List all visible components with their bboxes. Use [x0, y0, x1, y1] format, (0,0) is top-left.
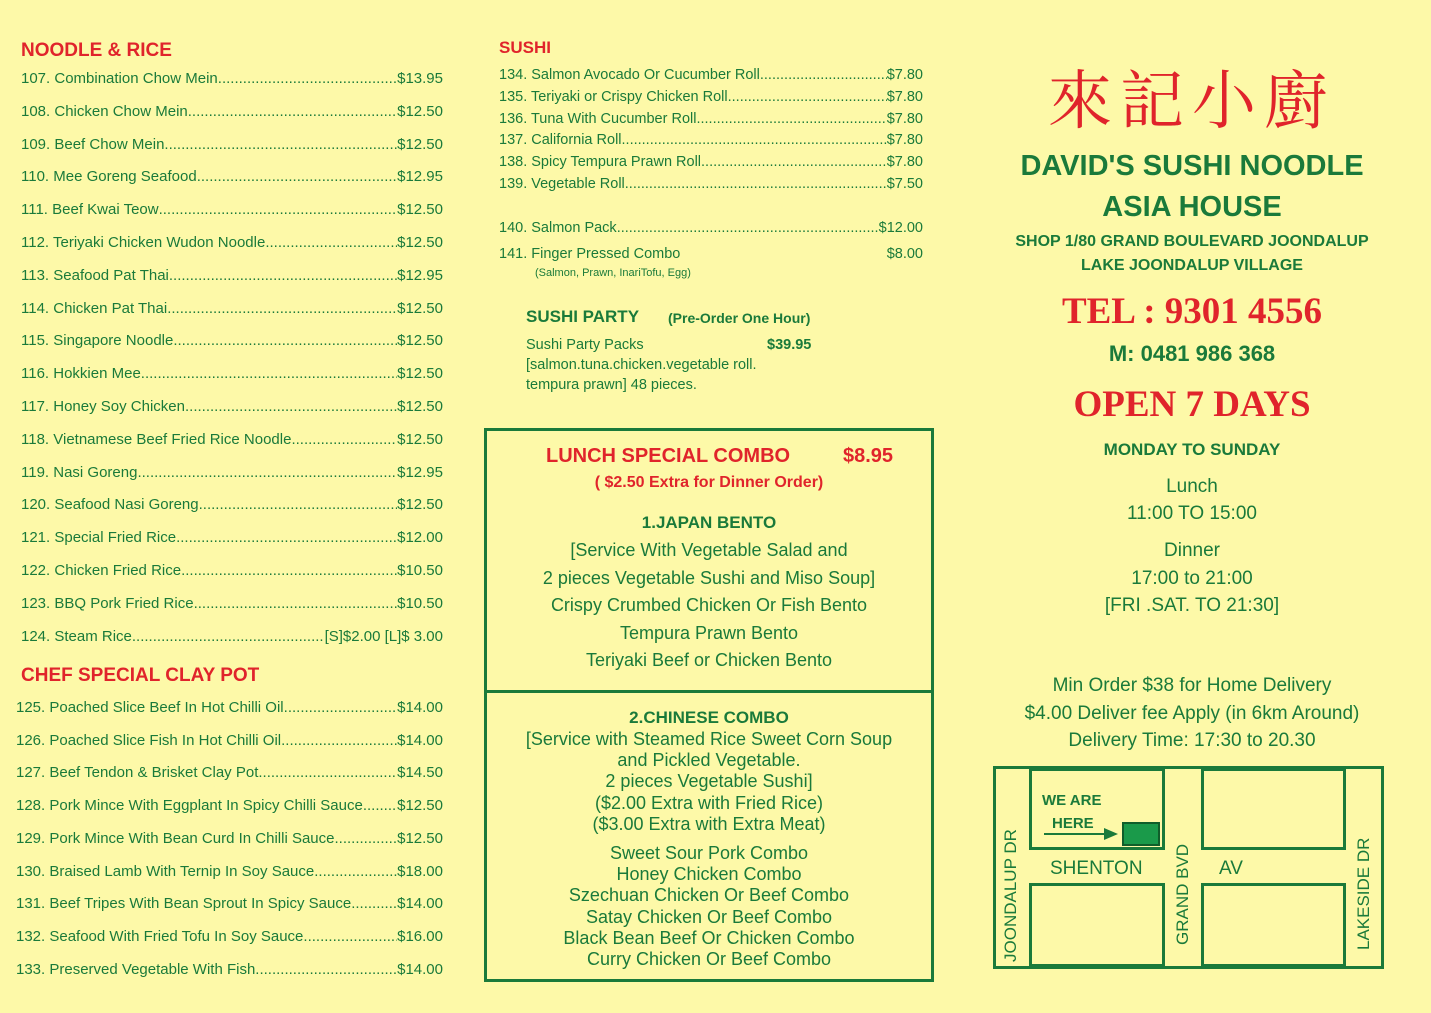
- noodle-item-name: 124. Steam Rice: [21, 627, 132, 645]
- sushi-party-desc-2: tempura prawn] 48 pieces.: [526, 377, 697, 393]
- noodle-item-row: [21, 595, 443, 612]
- sushi-item-name: 135. Teriyaki or Crispy Chicken Roll: [499, 88, 728, 105]
- sushi-item-price: $7.80: [886, 67, 923, 83]
- sushi-item-leader-dots: [625, 176, 887, 192]
- clay-pot-item-row: [16, 797, 443, 814]
- finger-combo-price: $8.00: [886, 246, 923, 262]
- noodle-item-name: 107. Combination Chow Mein: [21, 70, 218, 87]
- noodle-item-row: [21, 267, 443, 284]
- japan-bento-title: 1.JAPAN BENTO: [641, 513, 777, 532]
- noodle-item-name: 122. Chicken Fried Rice: [21, 562, 182, 579]
- noodle-item-price: $10.50: [397, 594, 443, 612]
- noodle-item-leader-dots: [265, 234, 397, 251]
- sushi-party-title: SUSHI PARTY: [526, 307, 640, 326]
- noodle-item-row: [21, 300, 443, 317]
- noodle-item-row: [21, 431, 443, 448]
- open-days: OPEN 7 DAYS: [1073, 384, 1311, 425]
- map-here-label: HERE: [1052, 815, 1094, 832]
- noodle-item-leader-dots: [141, 365, 397, 382]
- clay-pot-item-name: 133. Preserved Vegetable With Fish: [16, 960, 256, 978]
- clay-pot-item-name: 127. Beef Tendon & Brisket Clay Pot: [16, 764, 259, 782]
- clay-pot-item-name: 125. Poached Slice Beef In Hot Chilli Oil: [16, 699, 284, 716]
- clay-pot-item-row: [16, 863, 443, 880]
- noodle-item-row: [21, 70, 443, 87]
- lunch-special-extra: ( $2.50 Extra for Dinner Order): [594, 474, 824, 491]
- sushi-item-name: 136. Tuna With Cucumber Roll: [499, 110, 697, 127]
- chinese-combo-item: Szechuan Chicken Or Beef Combo: [568, 885, 850, 906]
- noodle-item-name: 108. Chicken Chow Mein: [21, 102, 188, 120]
- japan-bento-line: Teriyaki Beef or Chicken Bento: [585, 650, 833, 670]
- sushi-item-row: [499, 154, 923, 170]
- clay-pot-item-name: 131. Beef Tripes With Bean Sprout In Spicy Sauce: [16, 895, 352, 913]
- clay-pot-item-leader-dots: [284, 699, 397, 716]
- clay-pot-item-leader-dots: [334, 830, 397, 847]
- shop-name-line-2: ASIA HOUSE: [1102, 191, 1282, 223]
- noodle-item-price: $12.50: [397, 496, 443, 514]
- noodle-item-price: $12.50: [397, 398, 443, 415]
- noodle-item-name: 121. Special Fried Rice: [21, 529, 177, 547]
- sushi-item-name: 139. Vegetable Roll: [499, 176, 625, 192]
- noodle-item-price: $12.95: [397, 266, 443, 284]
- noodle-item-row: [21, 201, 443, 218]
- sushi-item-name: 137. California Roll: [499, 132, 622, 149]
- clay-pot-item-price: $12.50: [397, 829, 443, 847]
- noodle-item-leader-dots: [185, 398, 397, 415]
- noodle-item-row: [21, 398, 443, 415]
- sushi-title: SUSHI: [499, 38, 551, 57]
- map-lakeside-dr-label: LAKESIDE DR: [1354, 837, 1373, 950]
- clay-pot-item-price: $14.00: [397, 960, 443, 978]
- sushi-item-row: [499, 67, 923, 83]
- clay-pot-item-leader-dots: [258, 764, 397, 781]
- sushi-item-price: $7.80: [886, 154, 923, 171]
- noodle-item-row: [21, 464, 443, 481]
- noodle-item-row: [21, 136, 443, 153]
- noodle-item-name: 119. Nasi Goreng: [21, 463, 138, 481]
- clay-pot-item-row: [16, 961, 443, 978]
- clay-pot-item-row: [16, 895, 443, 912]
- dinner-label: Dinner: [1164, 540, 1220, 561]
- noodle-item-leader-dots: [173, 332, 397, 349]
- clay-pot-item-row: [16, 764, 443, 781]
- japan-bento-line: [Service With Vegetable Salad and: [570, 540, 848, 560]
- noodle-item-row: [21, 496, 443, 513]
- shop-name-line-1: DAVID'S SUSHI NOODLE: [1020, 150, 1364, 182]
- lunch-time: 11:00 TO 15:00: [1127, 503, 1257, 524]
- chinese-combo-item: Curry Chicken Or Beef Combo: [586, 949, 832, 969]
- noodle-item-price: $13.95: [397, 70, 443, 87]
- sushi-party-label: Sushi Party Packs: [526, 337, 644, 353]
- clay-pot-item-row: [16, 830, 443, 847]
- chinese-combo-item: Black Bean Beef Or Chicken Combo: [563, 927, 855, 948]
- noodle-item-name: 110. Mee Goreng Seafood: [21, 168, 197, 186]
- noodle-item-price: $12.50: [397, 365, 443, 383]
- noodle-item-name: 113. Seafood Pat Thai: [21, 266, 169, 284]
- noodle-item-name: 112. Teriyaki Chicken Wudon Noodle: [21, 234, 266, 251]
- lunch-special-price: $8.95: [843, 445, 894, 467]
- noodle-item-price: $12.95: [397, 463, 443, 481]
- clay-pot-item-price: $14.00: [397, 895, 443, 913]
- map-grand-bvd-label: GRAND BVD: [1173, 843, 1192, 945]
- shop-location-marker: [1122, 822, 1160, 846]
- clay-pot-item-name: 130. Braised Lamb With Ternip In Soy Sauce: [16, 862, 315, 880]
- noodle-item-leader-dots: [181, 562, 397, 579]
- clay-pot-item-name: 128. Pork Mince With Eggplant In Spicy Chilli Sauce: [16, 797, 363, 815]
- noodle-item-price: $12.50: [397, 102, 443, 120]
- chinese-combo-item: Sweet Sour Pork Combo: [609, 843, 809, 863]
- noodle-item-leader-dots: [164, 136, 397, 153]
- noodle-item-row: [21, 628, 443, 645]
- sushi-item-price: $7.50: [886, 176, 923, 192]
- map-shenton-label: SHENTON: [1050, 858, 1143, 879]
- map-block-top-right: [1201, 768, 1346, 850]
- noodle-item-name: 114. Chicken Pat Thai: [21, 299, 168, 317]
- clay-pot-item-name: 132. Seafood With Fried Tofu In Soy Sauce: [16, 927, 304, 945]
- sushi-pack-name: 140. Salmon Pack: [499, 220, 617, 236]
- sushi-item-price: $7.80: [886, 110, 923, 127]
- noodle-item-leader-dots: [167, 300, 397, 317]
- noodle-item-price: $12.50: [397, 430, 443, 448]
- sushi-party-price: $39.95: [767, 337, 812, 353]
- noodle-item-row: [21, 562, 443, 579]
- clay-pot-item-name: 129. Pork Mince With Bean Curd In Chilli Sauce: [16, 829, 335, 847]
- sushi-pack-price: $12.00: [878, 220, 923, 236]
- noodle-item-price: $12.50: [397, 332, 443, 350]
- chinese-combo-item: Honey Chicken Combo: [616, 864, 802, 885]
- noodle-item-name: 111. Beef Kwai Teow: [21, 201, 159, 219]
- noodle-item-leader-dots: [218, 70, 397, 87]
- clay-pot-item-price: $12.50: [397, 797, 443, 815]
- noodle-item-leader-dots: [132, 628, 325, 645]
- clay-pot-item-row: [16, 732, 443, 749]
- noodle-item-leader-dots: [199, 496, 397, 513]
- delivery-min-order: Min Order $38 for Home Delivery: [1052, 675, 1332, 696]
- noodle-item-name: 120. Seafood Nasi Goreng: [21, 496, 199, 514]
- dinner-time: 17:00 to 21:00: [1131, 568, 1253, 589]
- clay-pot-item-name: 126. Poached Slice Fish In Hot Chilli Oil: [16, 731, 282, 749]
- noodle-item-leader-dots: [159, 201, 398, 218]
- sushi-party-note: (Pre-Order One Hour): [668, 310, 811, 326]
- chinese-combo-title: 2.CHINESE COMBO: [629, 708, 789, 727]
- japan-bento-line: 2 pieces Vegetable Sushi and Miso Soup]: [542, 567, 876, 588]
- sushi-item-price: $7.80: [886, 132, 923, 149]
- noodle-item-row: [21, 332, 443, 349]
- map-block-bottom-right: [1201, 883, 1346, 967]
- clay-pot-item-price: $16.00: [397, 927, 443, 945]
- chinese-combo-line: ($2.00 Extra with Fried Rice): [594, 792, 824, 813]
- finger-combo-note: (Salmon, Prawn, InariTofu, Egg): [535, 267, 691, 279]
- sushi-item-name: 138. Spicy Tempura Prawn Roll: [499, 154, 702, 171]
- sushi-item-row: [499, 176, 923, 192]
- sushi-item-name: 134. Salmon Avocado Or Cucumber Roll: [499, 67, 760, 83]
- noodle-item-leader-dots: [197, 168, 397, 185]
- noodle-item-row: [21, 234, 443, 251]
- noodle-item-row: [21, 529, 443, 546]
- japan-bento-line: Tempura Prawn Bento: [619, 622, 799, 643]
- chinese-combo-line: 2 pieces Vegetable Sushi]: [605, 771, 813, 792]
- noodle-item-leader-dots: [169, 267, 397, 284]
- clay-pot-item-price: $14.50: [397, 764, 443, 782]
- noodle-item-price: $10.50: [397, 562, 443, 579]
- clay-pot-item-row: [16, 928, 443, 945]
- noodle-item-price: $12.00: [397, 529, 443, 547]
- lunch-special-title: LUNCH SPECIAL COMBO: [546, 445, 791, 467]
- map-av-label: AV: [1219, 858, 1243, 879]
- noodle-item-leader-dots: [176, 529, 397, 546]
- delivery-time: Delivery Time: 17:30 to 20.30: [1068, 730, 1316, 751]
- clay-pot-item-leader-dots: [303, 928, 397, 945]
- sushi-item-leader-dots: [622, 132, 887, 148]
- chinese-restaurant-name: 來記小廚: [1048, 65, 1336, 139]
- clay-pot-item-leader-dots: [351, 895, 397, 912]
- noodle-rice-title: NOODLE & RICE: [21, 40, 172, 61]
- clay-pot-item-row: [16, 699, 443, 716]
- sushi-item-leader-dots: [696, 111, 886, 127]
- delivery-fee: $4.00 Deliver fee Apply (in 6km Around): [1024, 703, 1360, 724]
- noodle-item-price: [S]$2.00 [L]$ 3.00: [324, 627, 443, 645]
- noodle-item-leader-dots: [194, 595, 398, 612]
- noodle-item-name: 123. BBQ Pork Fried Rice: [21, 594, 194, 612]
- noodle-item-row: [21, 365, 443, 382]
- noodle-item-name: 117. Honey Soy Chicken: [21, 398, 185, 415]
- sushi-item-row: [499, 89, 923, 105]
- noodle-item-leader-dots: [188, 103, 397, 120]
- noodle-item-price: $12.50: [397, 201, 443, 219]
- map-block-bottom-left: [1029, 883, 1165, 967]
- noodle-item-name: 116. Hokkien Mee: [21, 365, 141, 383]
- sushi-item-leader-dots: [760, 67, 887, 83]
- chinese-combo-line: [Service with Steamed Rice Sweet Corn Soup: [525, 729, 893, 749]
- clay-pot-item-leader-dots: [314, 863, 397, 880]
- clay-pot-item-price: $14.00: [397, 699, 443, 716]
- clay-pot-title: CHEF SPECIAL CLAY POT: [21, 665, 260, 686]
- noodle-item-leader-dots: [137, 464, 397, 481]
- noodle-item-price: $12.95: [397, 168, 443, 186]
- clay-pot-item-leader-dots: [255, 961, 397, 978]
- sushi-item-price: $7.80: [886, 88, 923, 105]
- shop-telephone: TEL : 9301 4556: [1061, 291, 1323, 332]
- noodle-item-price: $12.50: [397, 234, 443, 251]
- map-we-are-label: WE ARE: [1042, 792, 1102, 809]
- chinese-combo-line: ($3.00 Extra with Extra Meat): [592, 813, 826, 834]
- chinese-combo-item: Satay Chicken Or Beef Combo: [585, 906, 833, 927]
- finger-combo-name: 141. Finger Pressed Combo: [499, 246, 681, 262]
- noodle-item-name: 115. Singapore Noodle: [21, 332, 174, 350]
- sushi-party-desc-1: [salmon.tuna.chicken.vegetable roll.: [526, 357, 757, 373]
- sushi-item-leader-dots: [728, 89, 887, 105]
- dinner-extra: [FRI .SAT. TO 21:30]: [1104, 595, 1280, 616]
- japan-bento-line: Crispy Crumbed Chicken Or Fish Bento: [550, 595, 868, 615]
- clay-pot-item-leader-dots: [363, 797, 397, 814]
- noodle-item-price: $12.50: [397, 299, 443, 317]
- map-joondalup-dr-label: JOONDALUP DR: [1001, 829, 1020, 962]
- noodle-item-leader-dots: [291, 431, 397, 448]
- clay-pot-item-price: $14.00: [397, 731, 443, 749]
- lunch-label: Lunch: [1166, 476, 1218, 497]
- clay-pot-item-leader-dots: [281, 732, 397, 749]
- map-arrow-icon: [1042, 826, 1122, 842]
- noodle-item-name: 118. Vietnamese Beef Fried Rice Noodle: [21, 430, 292, 448]
- finger-combo-row: [499, 246, 923, 262]
- noodle-item-row: [21, 168, 443, 185]
- noodle-item-row: [21, 103, 443, 120]
- shop-mobile: M: 0481 986 368: [1108, 341, 1276, 366]
- sushi-item-row: [499, 111, 923, 127]
- sushi-item-leader-dots: [701, 154, 887, 170]
- noodle-item-price: $12.50: [397, 135, 443, 153]
- sushi-pack-row: [499, 220, 923, 236]
- shop-address-2: LAKE JOONDALUP VILLAGE: [1081, 257, 1303, 274]
- shop-address-1: SHOP 1/80 GRAND BOULEVARD JOONDALUP: [1015, 233, 1369, 250]
- sushi-item-row: [499, 132, 923, 148]
- clay-pot-item-price: $18.00: [397, 862, 443, 880]
- chinese-combo-line: and Pickled Vegetable.: [617, 750, 801, 771]
- noodle-item-name: 109. Beef Chow Mein: [21, 135, 165, 153]
- open-days-detail: MONDAY TO SUNDAY: [1103, 440, 1281, 459]
